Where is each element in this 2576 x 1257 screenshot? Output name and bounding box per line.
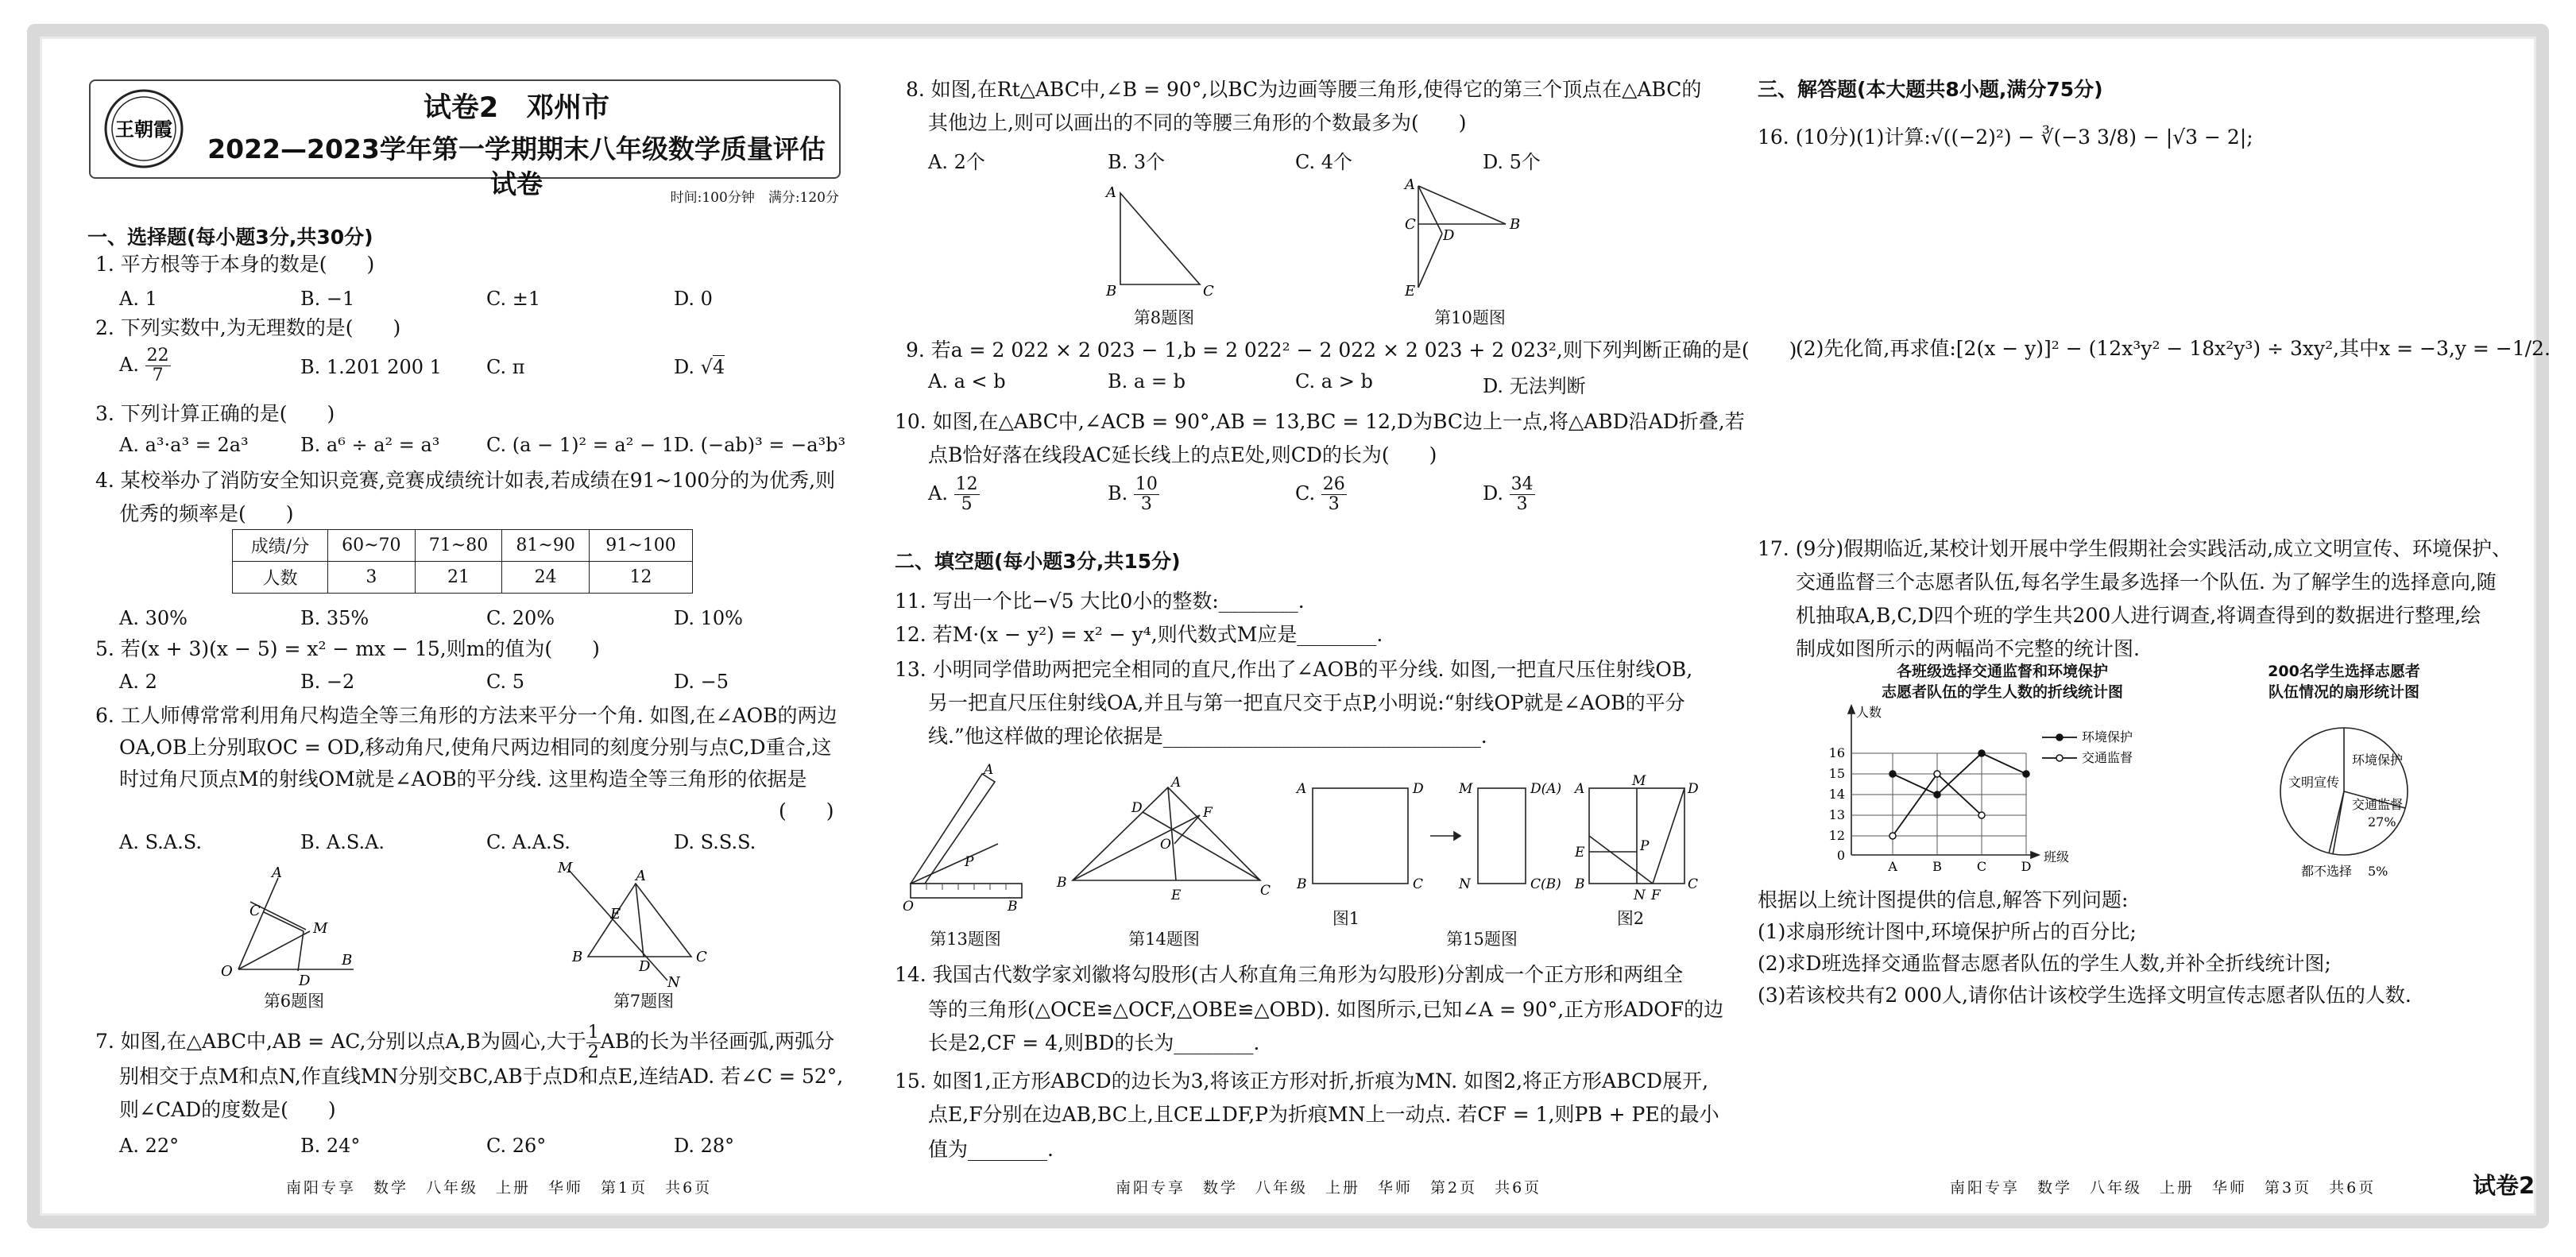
table-row xyxy=(233,562,693,594)
svg-text:E: E xyxy=(1405,283,1416,300)
svg-text:B: B xyxy=(1510,216,1521,233)
option: A. 30% xyxy=(119,607,188,629)
svg-text:M: M xyxy=(558,860,573,876)
figure-caption: 图2 xyxy=(1616,909,1645,928)
pie-value: 27% xyxy=(2368,814,2396,830)
y-tick-label: 12 xyxy=(1828,828,1845,843)
section-heading: 一、选择题(每小题3分,共30分) xyxy=(87,226,373,249)
question-stem: 点E,F分别在边AB,BC上,且CE⊥DF,P为折痕MN上一动点. 若CF = 1,则PB + PE的最小 xyxy=(928,1103,1719,1126)
table-cell: 60~70 xyxy=(328,530,416,562)
y-tick-label: 14 xyxy=(1828,787,1845,802)
y-tick-label: 0 xyxy=(1836,848,1845,863)
chart-xlabel: 班级 xyxy=(2044,849,2070,864)
figure-caption: 第10题图 xyxy=(1434,308,1506,327)
question-stem: (2)求D班选择交通监督志愿者队伍的学生人数,并补全折线统计图; xyxy=(1758,952,2331,975)
question-stem: 别相交于点M和点N,作直线MN分别交BC,AB于点D和点E,连结AD. 若∠C = 52°, xyxy=(119,1065,844,1088)
svg-text:C: C xyxy=(1405,216,1416,233)
question-stem: OA,OB上分别取OC = OD,移动角尺,使角尺两边相同的刻度分别与点C,D重合,这 xyxy=(119,736,832,759)
svg-text:N: N xyxy=(667,974,680,991)
question-stem: 点B恰好落在线段AC延长线上的点E处,则CD的长为( ) xyxy=(928,443,1437,466)
pie-slice-border xyxy=(2333,791,2344,854)
figure-caption: 第6题图 xyxy=(263,992,325,1011)
question-stem: 时过角尺顶点M的射线OM就是∠AOB的平分线. 这里构造全等三角形的依据是 xyxy=(119,768,807,791)
question-stem: 优秀的频率是( ) xyxy=(119,502,294,525)
paper-number: 试卷2 xyxy=(2473,1172,2535,1199)
option: B. 3个 xyxy=(1108,151,1166,173)
option: C. $\frac{26}{3}$ xyxy=(1295,474,1345,514)
table-cell: 91~100 xyxy=(589,530,692,562)
option: C. 5 xyxy=(486,671,525,693)
figure-8 xyxy=(1104,181,1224,300)
svg-text:C(B): C(B) xyxy=(1530,876,1561,892)
publisher-logo xyxy=(97,86,191,172)
option: D. (−ab)³ = −a³b³ xyxy=(674,434,846,456)
svg-text:A: A xyxy=(984,762,994,778)
chart-title: 各班级选择交通监督和环境保护 xyxy=(1896,663,2108,680)
question-stem: 交通监督三个志愿者队伍,每名学生最多选择一个队伍. 为了解学生的选择意向,随 xyxy=(1796,570,2497,594)
option: A. 22° xyxy=(119,1135,180,1157)
table-cell: 12 xyxy=(589,562,692,594)
question-stem: 8. 如图,在Rt△ABC中,∠B = 90°,以BC为边画等腰三角形,使得它的第三个顶点在△ABC的 xyxy=(906,78,1702,101)
svg-text:C: C xyxy=(249,903,261,919)
svg-text:E: E xyxy=(1171,888,1182,903)
option: D. $\frac{34}{3}$ xyxy=(1483,474,1534,514)
table-cell: 81~90 xyxy=(502,530,590,562)
svg-text:F: F xyxy=(1651,888,1661,903)
figure-caption: 第14题图 xyxy=(1128,930,1200,949)
svg-text:C: C xyxy=(1413,876,1424,892)
figure-14 xyxy=(1057,775,1271,911)
option: A. 1 xyxy=(119,288,157,310)
chart-subtitle: 队伍情况的扇形统计图 xyxy=(2268,683,2419,701)
question-stem: 1. 平方根等于本身的数是( ) xyxy=(95,253,375,276)
figure-caption: 图1 xyxy=(1332,909,1360,928)
question-stem: 5. 若(x + 3)(x − 5) = x² − mx − 15,则m的值为( ) xyxy=(95,637,600,660)
svg-text:D: D xyxy=(1443,227,1455,244)
svg-text:A: A xyxy=(1575,781,1585,797)
figure-caption: 第15题图 xyxy=(1446,930,1518,949)
option: C. 26° xyxy=(486,1135,547,1157)
y-tick-label: 13 xyxy=(1828,807,1845,822)
option: A. $\frac{22}{7}$ xyxy=(119,346,169,385)
svg-text:B: B xyxy=(572,949,583,965)
question-stem: 等的三角形(△OCE≌△OCF,△OBE≌△OBD). 如图所示,已知∠A = 90°,正方形ADOF的边 xyxy=(928,998,1724,1021)
question-stem: 2. 下列实数中,为无理数的是( ) xyxy=(95,316,401,339)
option: B. a⁶ ÷ a² = a³ xyxy=(300,434,440,456)
line-chart-title xyxy=(1828,661,2177,702)
y-tick-label: 16 xyxy=(1828,745,1845,760)
figure-caption: 第13题图 xyxy=(930,930,1001,949)
y-tick-label: 15 xyxy=(1828,766,1845,781)
pie-label: 都不选择 xyxy=(2301,864,2353,879)
chart-subtitle: 志愿者队伍的学生人数的折线统计图 xyxy=(1881,683,2123,701)
question-stem: 则∠CAD的度数是( ) xyxy=(119,1098,336,1121)
option: C. 4个 xyxy=(1295,151,1353,173)
x-tick-label: A xyxy=(1888,859,1897,874)
option: D. 0 xyxy=(674,288,713,310)
svg-text:B: B xyxy=(1057,875,1067,891)
answer-paren: ( ) xyxy=(779,799,834,822)
table-cell: 3 xyxy=(328,562,416,594)
svg-text:E: E xyxy=(610,906,621,922)
question-stem: 制成如图所示的两幅尚不完整的统计图. xyxy=(1796,637,2140,660)
svg-text:O: O xyxy=(903,899,914,915)
data-point xyxy=(1978,750,1985,756)
figure-caption: 第7题图 xyxy=(613,992,675,1011)
data-point xyxy=(1889,771,1896,777)
question-stem: 10. 如图,在△ABC中,∠ACB = 90°,AB = 13,BC = 12,D为BC边上一点,将△ABD沿AD折叠,若 xyxy=(895,410,1745,433)
legend-marker xyxy=(2056,755,2063,761)
data-point xyxy=(2023,771,2029,777)
option: C. ±1 xyxy=(486,288,541,310)
option: B. 1.201 200 1 xyxy=(300,356,442,378)
option: A. a < b xyxy=(928,370,1006,393)
page-footer: 南阳专享 数学 八年级 上册 华师 第3页 共6页 xyxy=(1950,1179,2377,1197)
svg-text:B: B xyxy=(1575,876,1585,892)
svg-text:王朝霞: 王朝霞 xyxy=(115,118,172,141)
svg-text:A: A xyxy=(1171,775,1182,791)
option: C. π xyxy=(486,356,525,378)
figure-10 xyxy=(1398,176,1534,304)
section-heading: 三、解答题(本大题共8小题,满分75分) xyxy=(1758,78,2103,101)
question-stem: 6. 工人师傅常常利用角尺构造全等三角形的方法来平分一个角. 如图,在∠AOB的两边 xyxy=(95,704,837,727)
question-stem: 15. 如图1,正方形ABCD的边长为3,将该正方形对折,折痕为MN. 如图2,将正方形ABCD展开, xyxy=(895,1069,1709,1093)
section-heading: 二、填空题(每小题3分,共15分) xyxy=(895,550,1181,573)
question-stem: 长是2,CF = 4,则BD的长为________. xyxy=(928,1031,1260,1054)
svg-text:A: A xyxy=(636,868,646,884)
option: A. S.A.S. xyxy=(119,831,202,853)
figure-7 xyxy=(556,860,707,991)
question-stem: (1)求扇形统计图中,环境保护所占的百分比; xyxy=(1758,920,2137,943)
score-table xyxy=(232,529,693,594)
option: B. $\frac{10}{3}$ xyxy=(1108,474,1158,514)
question-stem: 3. 下列计算正确的是( ) xyxy=(95,402,335,425)
option: D. 28° xyxy=(674,1135,735,1157)
pie-label: 环境保护 xyxy=(2352,752,2404,768)
pie-chart xyxy=(2257,715,2447,882)
question-stem: 11. 写出一个比−√5 大比0小的整数:________. xyxy=(895,590,1305,613)
svg-text:C: C xyxy=(1688,876,1699,892)
figure-6 xyxy=(215,864,358,989)
page-footer: 南阳专享 数学 八年级 上册 华师 第2页 共6页 xyxy=(1116,1179,1542,1197)
pie-value: 5% xyxy=(2368,864,2388,879)
svg-text:A: A xyxy=(272,864,282,881)
question-stem: 16. (10分)(1)计算:√((−2)²) − ∛(−3 3/8) − |√3 − 2|; xyxy=(1758,126,2253,149)
option: B. 35% xyxy=(300,607,369,629)
svg-text:N: N xyxy=(1459,876,1471,892)
option: A. 2 xyxy=(119,671,157,693)
question-stem: 其他边上,则可以画出的不同的等腰三角形的个数最多为( ) xyxy=(928,111,1467,134)
option: D. √4 xyxy=(674,356,725,378)
svg-text:C: C xyxy=(696,949,707,965)
table-cell: 21 xyxy=(415,562,502,594)
option: D. 10% xyxy=(674,607,743,629)
option: C. A.A.S. xyxy=(486,831,571,853)
line-chart xyxy=(1804,704,2185,879)
question-stem: 13. 小明同学借助两把完全相同的直尺,作出了∠AOB的平分线. 如图,一把直尺压住射线OB, xyxy=(895,658,1693,681)
question-stem: 14. 我国古代数学家刘徽将勾股形(古人称直角三角形为勾股形)分割成一个正方形和两组全 xyxy=(895,963,1684,986)
figure-15 xyxy=(1295,773,1699,922)
svg-text:M: M xyxy=(313,920,328,937)
question-stem: 机抽取A,B,C,D四个班的学生共200人进行调查,将调查得到的数据进行整理,绘 xyxy=(1796,604,2481,627)
svg-text:B: B xyxy=(1106,283,1117,300)
svg-text:P: P xyxy=(1640,838,1650,854)
svg-text:F: F xyxy=(1203,805,1213,821)
legend-marker xyxy=(2056,734,2063,741)
option: A. 2个 xyxy=(928,151,985,173)
svg-text:B: B xyxy=(342,952,353,969)
svg-text:B: B xyxy=(1008,899,1018,915)
time-info: 时间:100分钟 满分:120分 xyxy=(670,190,839,206)
chart-ylabel: 人数 xyxy=(1856,705,1882,720)
data-point xyxy=(1978,812,1985,818)
question-stem: 根据以上统计图提供的信息,解答下列问题: xyxy=(1758,888,2129,911)
option: C. a > b xyxy=(1295,370,1373,393)
svg-text:O: O xyxy=(221,963,233,980)
svg-text:E: E xyxy=(1575,845,1585,861)
pie-label: 文明宣传 xyxy=(2288,775,2340,790)
figure-caption: 第8题图 xyxy=(1133,308,1195,327)
option: A. a³·a³ = 2a³ xyxy=(119,434,249,456)
svg-text:N: N xyxy=(1634,888,1646,903)
svg-text:D: D xyxy=(1131,800,1143,816)
legend-label: 交通监督 xyxy=(2082,750,2133,765)
svg-text:C: C xyxy=(1260,883,1271,899)
table-cell: 71~80 xyxy=(415,530,502,562)
question-stem: (2)先化简,再求值:[2(x − y)]² − (12x³y² − 18x²y³) ÷ 3xy²,其中x = −3,y = −1/2. xyxy=(1796,337,2551,360)
option: D. 无法判断 xyxy=(1483,375,1586,397)
option: B. −1 xyxy=(300,288,355,310)
svg-text:A: A xyxy=(1405,176,1415,193)
svg-text:P: P xyxy=(965,854,974,870)
option: C. 20% xyxy=(486,607,555,629)
question-stem: 17. (9分)假期临近,某校计划开展中学生假期社会实践活动,成立文明宣传、环境保护、 xyxy=(1758,537,2512,560)
svg-text:B: B xyxy=(1297,876,1307,892)
data-point xyxy=(1934,791,1940,798)
data-point xyxy=(1889,833,1896,839)
svg-text:M: M xyxy=(1459,781,1473,797)
svg-text:D: D xyxy=(639,958,651,975)
svg-text:A: A xyxy=(1106,184,1116,201)
option: B. 24° xyxy=(300,1135,361,1157)
pie-label: 交通监督 xyxy=(2352,797,2404,812)
x-tick-label: C xyxy=(1976,859,1987,874)
question-stem: 值为________. xyxy=(928,1138,1054,1161)
exam-subtitle: 2022—2023学年第一学期期末八年级数学质量评估试卷 xyxy=(207,133,826,199)
exam-title: 试卷2 邓州市 xyxy=(423,92,610,124)
x-tick-label: D xyxy=(2021,859,2032,874)
option: B. −2 xyxy=(300,671,355,693)
option: A. $\frac{12}{5}$ xyxy=(928,474,978,514)
data-point xyxy=(1934,771,1940,777)
question-stem: 12. 若M·(x − y²) = x² − y⁴,则代数式M应是________. xyxy=(895,623,1383,646)
svg-text:C: C xyxy=(1203,283,1214,300)
svg-text:D: D xyxy=(1413,781,1424,797)
option: D. 5个 xyxy=(1483,151,1541,173)
question-stem: 另一把直尺压住射线OA,并且与第一把直尺交于点P,小明说:“射线OP就是∠AOB的平分 xyxy=(928,691,1685,714)
question-stem: 4. 某校举办了消防安全知识竞赛,竞赛成绩统计如表,若成绩在91~100分的为优秀,则 xyxy=(95,469,836,492)
question-stem: (3)若该校共有2 000人,请你估计该校学生选择文明宣传志愿者队伍的人数. xyxy=(1758,984,2412,1007)
legend-label: 环境保护 xyxy=(2082,729,2133,745)
option: B. a = b xyxy=(1108,370,1186,393)
svg-text:A: A xyxy=(1297,781,1307,797)
option: C. (a − 1)² = a² − 1 xyxy=(486,434,674,456)
table-row xyxy=(233,530,693,562)
table-cell: 人数 xyxy=(233,562,328,594)
svg-text:D: D xyxy=(1688,781,1699,797)
question-stem: 7. 如图,在△ABC中,AB = AC,分别以点A,B为圆心,大于 $\frac{1}{2}$ AB的长为半径画弧,两弧分 xyxy=(95,1023,835,1062)
pie-chart-title xyxy=(2225,661,2463,702)
table-cell: 成绩/分 xyxy=(233,530,328,562)
option: D. −5 xyxy=(674,671,729,693)
question-stem: 9. 若a = 2 022 × 2 023 − 1,b = 2 022² − 2 022 × 2 023 + 2 023²,则下列判断正确的是( ) xyxy=(906,338,1797,362)
svg-text:M: M xyxy=(1632,773,1646,789)
chart-title: 200名学生选择志愿者 xyxy=(2268,663,2420,680)
option: B. A.S.A. xyxy=(300,831,385,853)
x-tick-label: B xyxy=(1932,859,1942,874)
figure-13 xyxy=(903,762,1030,915)
question-stem: 线.”他这样做的理论依据是________________________________. xyxy=(928,725,1487,748)
page-footer: 南阳专享 数学 八年级 上册 华师 第1页 共6页 xyxy=(286,1179,713,1197)
option: D. S.S.S. xyxy=(674,831,756,853)
svg-text:D: D xyxy=(299,973,311,989)
svg-text:O: O xyxy=(1160,837,1171,853)
table-cell: 24 xyxy=(502,562,590,594)
svg-text:D(A): D(A) xyxy=(1530,781,1562,797)
